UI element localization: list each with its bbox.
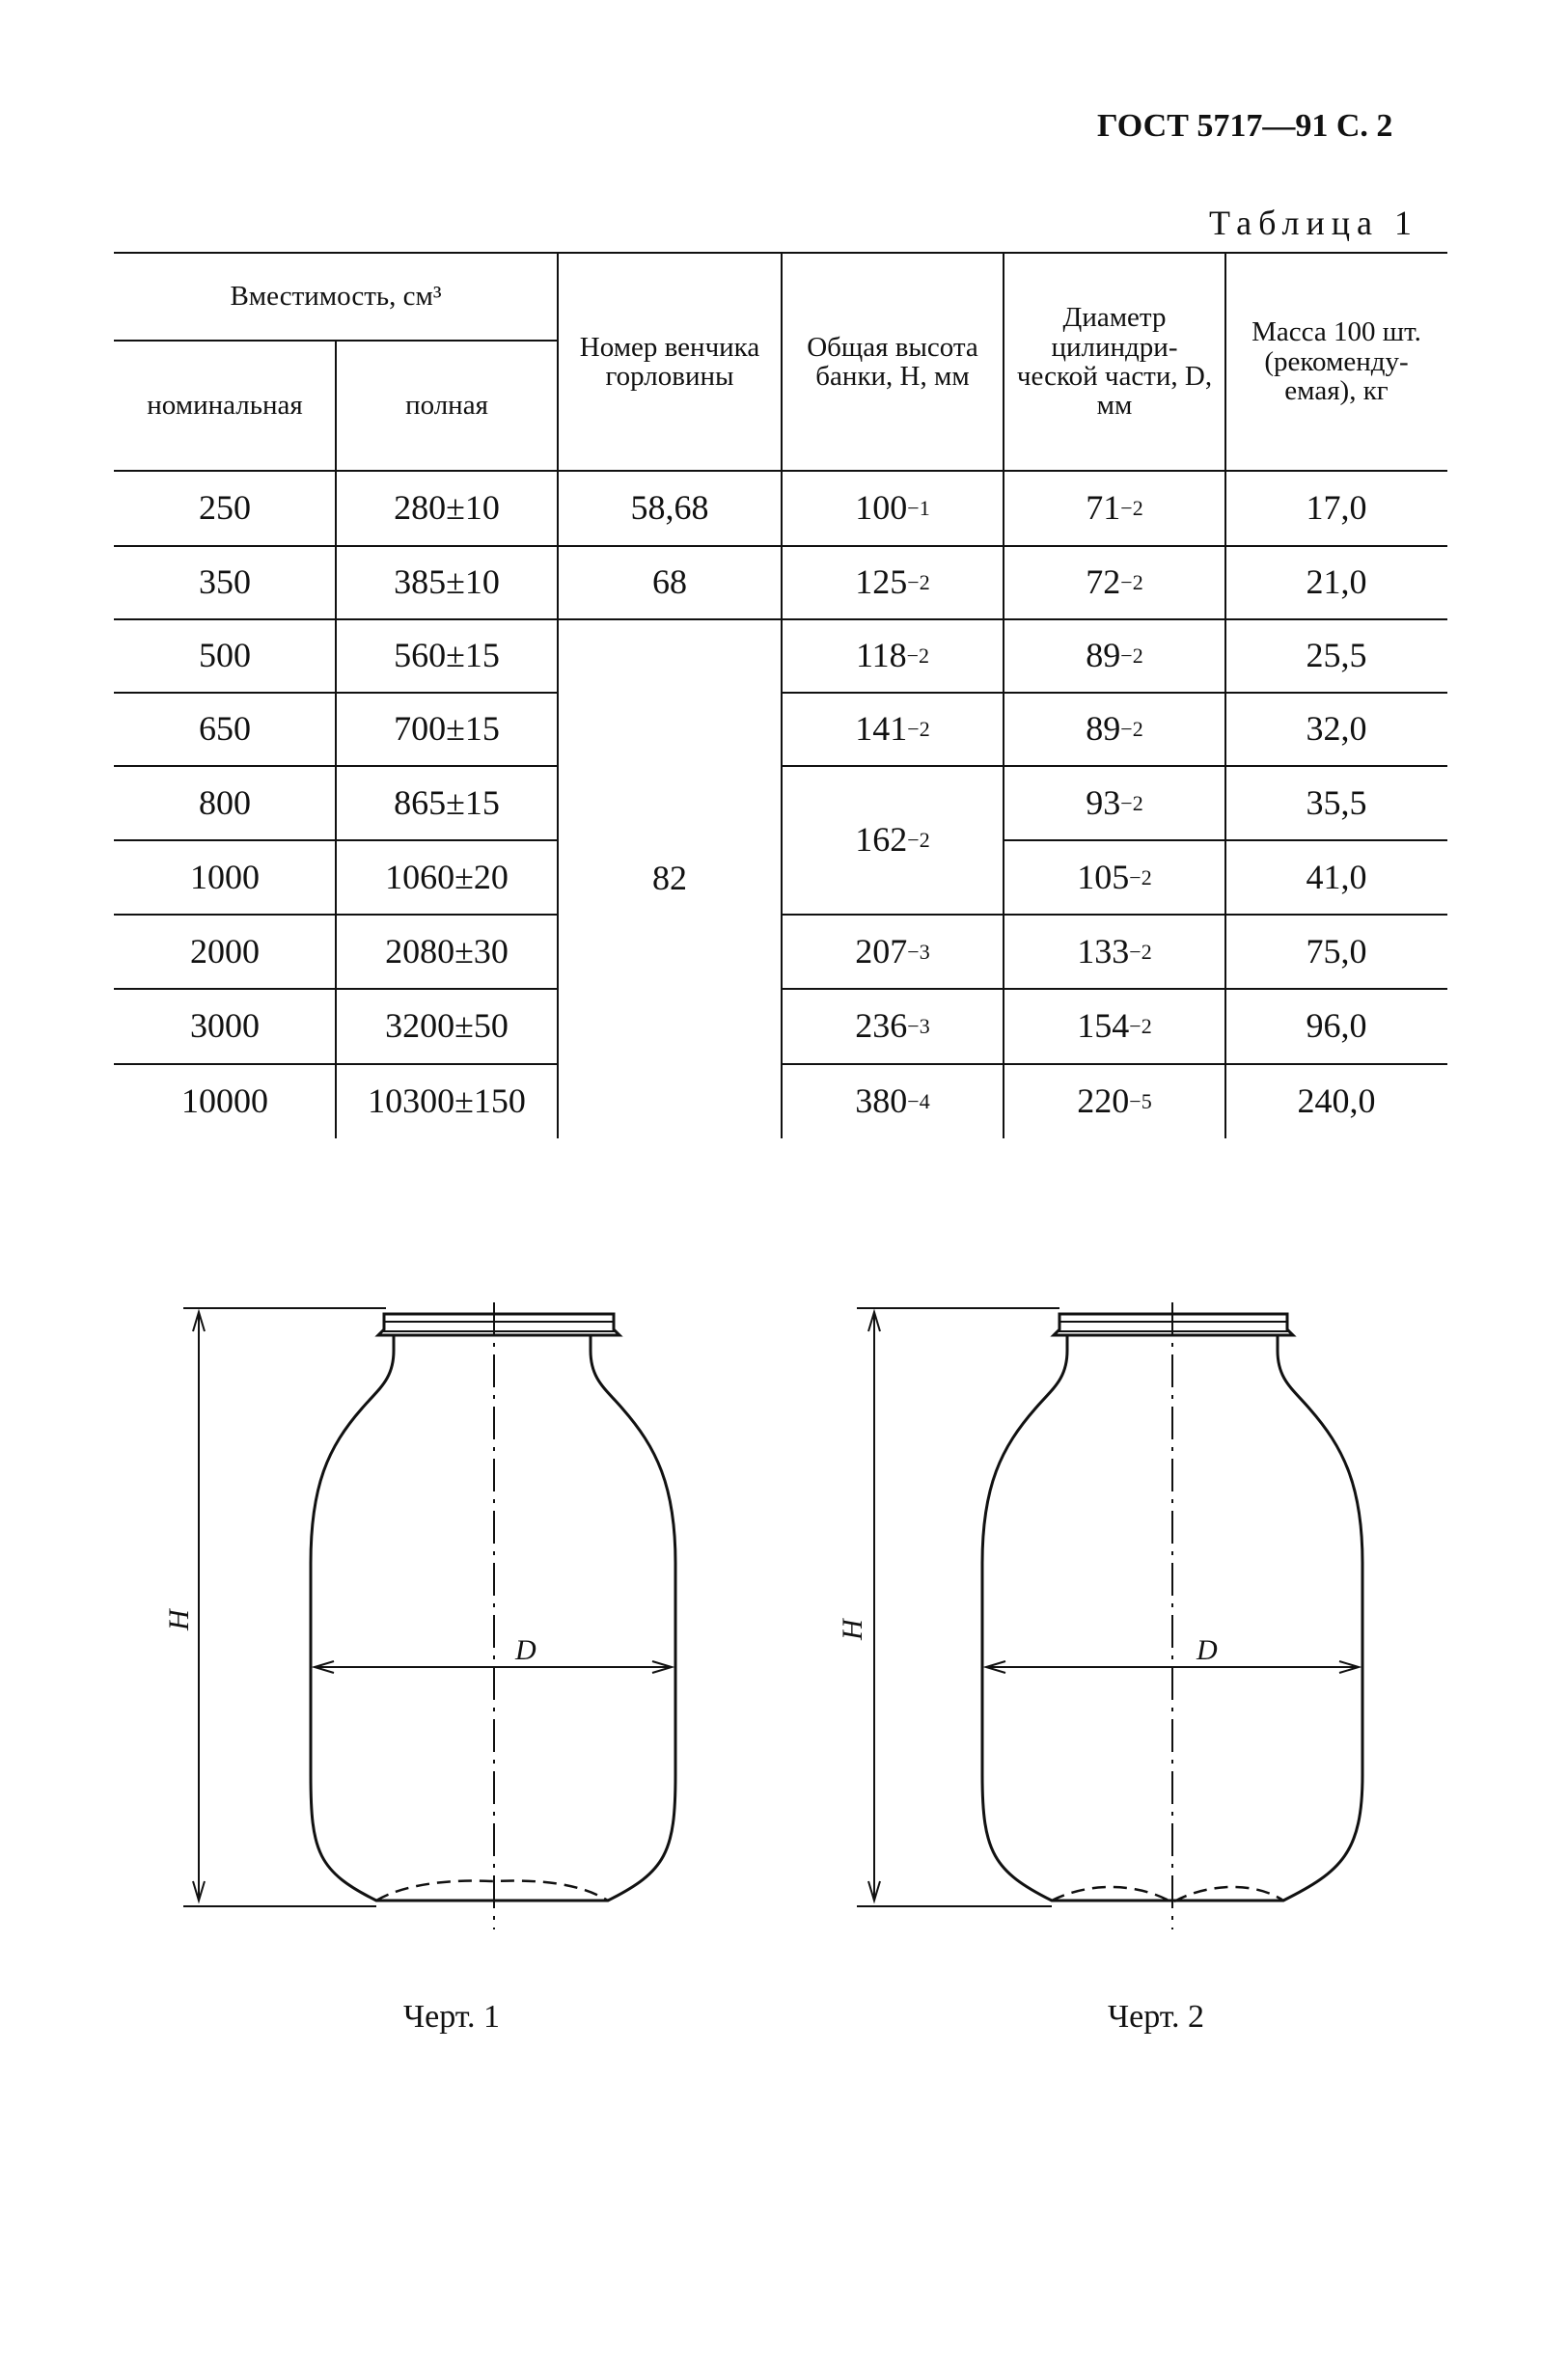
height-cell [782, 766, 1004, 915]
height-cell-tolerance: −2 [907, 570, 930, 595]
finish-cell: 82 [652, 859, 687, 898]
figure-1-caption: Черт. 1 [403, 1999, 501, 2035]
diameter-cell [1004, 915, 1225, 989]
diameter-cell [1004, 619, 1225, 693]
height-cell-tolerance: −4 [907, 1088, 930, 1113]
diameter-cell-tolerance: −2 [1129, 939, 1152, 964]
diameter-cell-tolerance: −2 [1120, 643, 1143, 669]
nominal-cell: 10000 [181, 1081, 268, 1120]
jar-figure-2 [857, 1302, 1362, 1929]
mass-cell: 240,0 [1297, 1081, 1376, 1120]
diameter-cell-tolerance: −2 [1120, 717, 1143, 742]
height-cell-value: 125 [855, 562, 908, 602]
diameter-cell-value: 220 [1077, 1081, 1130, 1120]
fig1-d-label: D [515, 1634, 536, 1666]
height-cell-value: 162 [855, 820, 908, 860]
diameter-cell-tolerance: −2 [1120, 570, 1143, 595]
jar-figures-svg [0, 1273, 1568, 2065]
nominal-cell: 650 [199, 709, 251, 749]
height-cell [782, 989, 1004, 1064]
figure-2-caption: Черт. 2 [1108, 1999, 1205, 2035]
diameter-cell-value: 89 [1086, 636, 1121, 675]
height-cell [782, 1064, 1004, 1138]
diameter-cell-tolerance: −2 [1120, 496, 1143, 521]
full-cell: 280±10 [394, 488, 500, 528]
jar-figure-1 [183, 1302, 675, 1929]
diameter-cell-value: 133 [1077, 931, 1130, 971]
height-cell-tolerance: −3 [907, 1014, 930, 1039]
nominal-cell: 350 [199, 562, 251, 602]
page-header: ГОСТ 5717—91 С. 2 [1097, 108, 1393, 144]
header-full: полная [405, 390, 488, 422]
mass-cell: 75,0 [1306, 931, 1367, 971]
full-cell: 1060±20 [385, 857, 509, 896]
diameter-cell-value: 72 [1086, 562, 1121, 602]
height-cell-tolerance: −2 [907, 717, 930, 742]
full-cell: 865±15 [394, 782, 500, 822]
diameter-cell-tolerance: −5 [1129, 1088, 1152, 1113]
mass-cell: 21,0 [1306, 562, 1367, 602]
height-cell [782, 915, 1004, 989]
nominal-cell: 3000 [190, 1006, 260, 1046]
height-cell-tolerance: −2 [907, 828, 930, 853]
diameter-cell-tolerance: −2 [1129, 1014, 1152, 1039]
diameter-cell [1004, 693, 1225, 766]
mass-cell: 25,5 [1306, 636, 1367, 675]
fig2-d-label: D [1197, 1634, 1218, 1666]
height-cell [782, 693, 1004, 766]
diameter-cell [1004, 840, 1225, 915]
full-cell: 3200±50 [385, 1006, 509, 1046]
mass-cell: 35,5 [1306, 782, 1367, 822]
mass-cell: 41,0 [1306, 857, 1367, 896]
nominal-cell: 500 [199, 636, 251, 675]
height-cell-value: 118 [855, 636, 907, 675]
fig1-h-label: H [163, 1609, 195, 1630]
mass-cell: 32,0 [1306, 709, 1367, 749]
height-cell-value: 380 [855, 1081, 908, 1120]
diameter-cell-tolerance: −2 [1120, 790, 1143, 815]
header-diameter: Диаметр цилиндри-ческой части, D, мм [1016, 302, 1213, 422]
diameter-cell-value: 89 [1086, 709, 1121, 749]
finish-cell: 58,68 [630, 488, 709, 528]
diameter-cell-value: 105 [1077, 857, 1130, 896]
full-cell: 560±15 [394, 636, 500, 675]
header-height: Общая высота банки, H, мм [807, 331, 978, 392]
full-cell: 2080±30 [385, 931, 509, 971]
height-cell-value: 207 [855, 931, 908, 971]
diameter-cell-value: 71 [1086, 488, 1121, 528]
height-cell-value: 141 [855, 709, 908, 749]
nominal-cell: 800 [199, 782, 251, 822]
header-finish: Номер венчика горловины [579, 331, 760, 392]
height-cell [782, 619, 1004, 693]
nominal-cell: 2000 [190, 931, 260, 971]
fig2-h-label: H [837, 1619, 868, 1640]
height-cell-tolerance: −2 [906, 643, 930, 669]
height-cell-tolerance: −3 [907, 939, 930, 964]
height-cell [782, 471, 1004, 546]
finish-cell: 68 [652, 562, 687, 602]
full-cell: 10300±150 [368, 1081, 526, 1120]
diameter-cell-value: 154 [1077, 1006, 1130, 1046]
height-cell-tolerance: −1 [907, 496, 930, 521]
header-mass: Масса 100 шт. (рекоменду-емая), кг [1252, 316, 1421, 407]
nominal-cell: 1000 [190, 857, 260, 896]
height-cell-value: 100 [855, 488, 908, 528]
diameter-cell-tolerance: −2 [1129, 864, 1152, 889]
data-table [0, 0, 1568, 1158]
diameter-cell [1004, 766, 1225, 840]
diameter-cell-value: 93 [1086, 782, 1121, 822]
header-nominal: номинальная [147, 390, 303, 422]
full-cell: 385±10 [394, 562, 500, 602]
full-cell: 700±15 [394, 709, 500, 749]
diameter-cell [1004, 471, 1225, 546]
height-cell [782, 546, 1004, 619]
jar-drawings [0, 1273, 1568, 2069]
diameter-cell [1004, 546, 1225, 619]
header-capacity: Вместимость, см³ [230, 281, 442, 313]
nominal-cell: 250 [199, 488, 251, 528]
diameter-cell [1004, 989, 1225, 1064]
mass-cell: 17,0 [1306, 488, 1367, 528]
height-cell-value: 236 [855, 1006, 908, 1046]
mass-cell: 96,0 [1306, 1006, 1367, 1046]
diameter-cell [1004, 1064, 1225, 1138]
table-caption: Таблица 1 [1209, 204, 1418, 242]
